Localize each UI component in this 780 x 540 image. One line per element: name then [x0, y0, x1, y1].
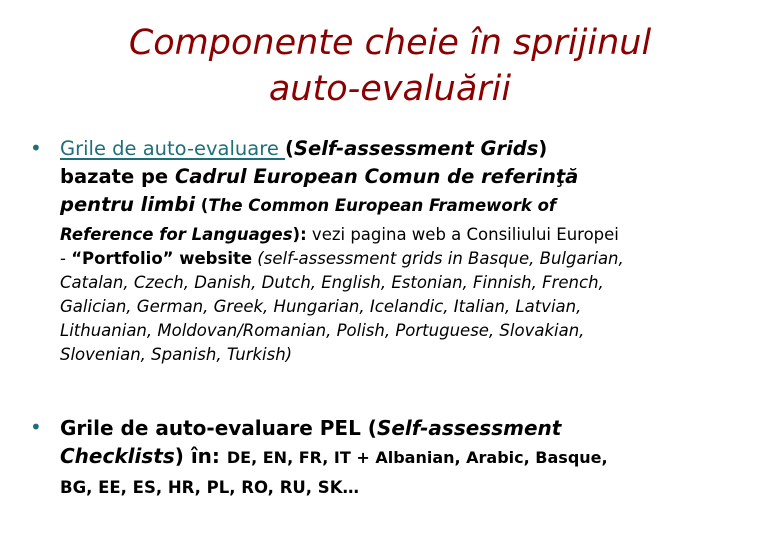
- bullet1-paren-open: (: [285, 137, 294, 160]
- bullet1-l3-italic: pentru limbi: [60, 193, 196, 216]
- bullet1-line-6: Catalan, Czech, Danish, Dutch, English, Estonian, Finnish, French,: [60, 273, 604, 292]
- bullet2-line-2: [60, 442, 770, 472]
- bullet1-l4-bold-italic: Reference for Languages: [60, 225, 293, 244]
- slide-title-line-1: Componente cheie în sprijinul: [128, 23, 652, 63]
- bullet1-l5-italic: (self-assessment grids in Basque, Bulgarian,: [252, 249, 624, 268]
- bullet1-paren-close: ): [538, 137, 548, 160]
- bullet1-line-9: Slovenian, Spanish, Turkish): [60, 345, 293, 364]
- bullet1-l3-normal: (: [195, 196, 209, 215]
- bullet1-line-3: [60, 191, 770, 219]
- bullet1-l5-dash: -: [60, 249, 72, 268]
- bullet1-l2-normal: bazate pe: [60, 165, 175, 188]
- portfolio-website-label: “Portfolio” website: [71, 249, 253, 268]
- bullet-dot-icon: •: [30, 415, 42, 439]
- bullet1-l4-rest: vezi pagina web a Consiliului Europei: [306, 225, 619, 244]
- bullet1-l3-bold-italic: The Common European Framework of: [208, 196, 557, 215]
- bullet1-line-5: [60, 247, 770, 271]
- self-assessment-grids-link[interactable]: Grile de auto-evaluare: [60, 137, 286, 160]
- bullet-text: [60, 135, 770, 367]
- bullet1-line-2: [60, 163, 770, 191]
- bullet2-line-1: [60, 414, 770, 442]
- bullet2-l2-normal: ) în:: [174, 444, 227, 468]
- slide-title-line-2: auto-evaluării: [268, 69, 512, 109]
- bullet1-line-4: [60, 223, 770, 247]
- bullet-text: [60, 414, 770, 504]
- bullet1-line-1: [60, 135, 770, 163]
- bullet2-l2-small: DE, EN, FR, IT + Albanian, Arabic, Basque,: [226, 448, 608, 467]
- bullet1-paren-italic: Self-assessment Grids: [293, 137, 539, 160]
- bullet1-l4-close: ):: [292, 225, 307, 244]
- bullet1-line-8: Lithuanian, Moldovan/Romanian, Polish, Portuguese, Slovakian,: [60, 321, 585, 340]
- bullet2-l1-italic: Self-assessment: [376, 416, 562, 440]
- bullet2-l1-normal: Grile de auto-evaluare PEL (: [60, 416, 377, 440]
- bullet2-line-3: BG, EE, ES, HR, PL, RO, RU, SK…: [60, 478, 359, 497]
- bullet1-l2-italic: Cadrul European Comun de referinţă: [174, 165, 579, 188]
- bullet1-line-7: Galician, German, Greek, Hungarian, Icelandic, Italian, Latvian,: [60, 297, 582, 316]
- bullet-dot-icon: •: [30, 136, 42, 160]
- bullet2-l2-italic: Checklists: [60, 444, 175, 468]
- slide-title: [0, 20, 780, 112]
